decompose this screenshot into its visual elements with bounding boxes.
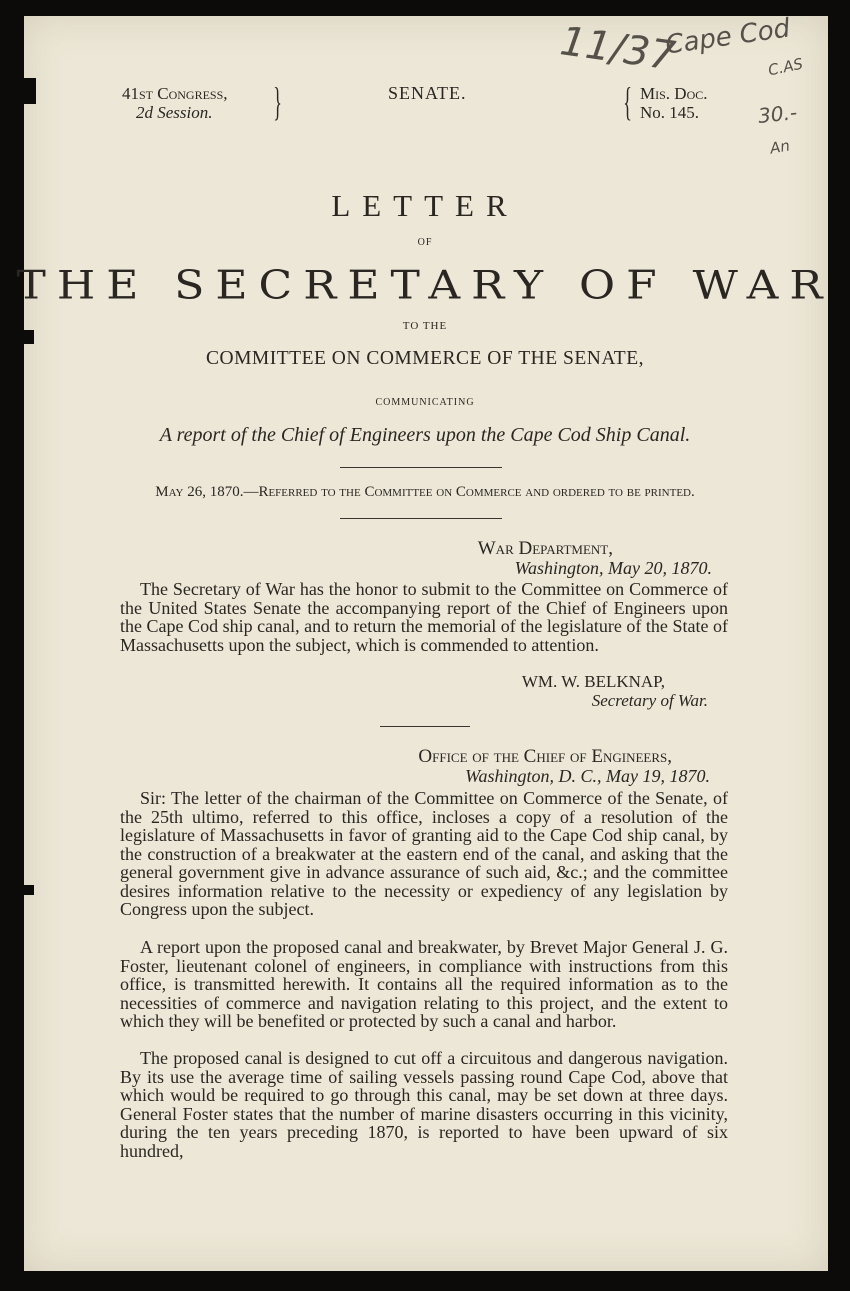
title-report: A report of the Chief of Engineers upon the Cape Cod Ship Canal.: [159, 424, 691, 446]
divider: [380, 726, 470, 727]
title-letter: LETTER: [331, 188, 519, 223]
congress-label: 41st Congress,: [122, 84, 228, 103]
brace-right: }: [273, 79, 282, 124]
title-to-the: TO THE: [402, 320, 448, 332]
divider: [340, 467, 502, 468]
doc-type-label: Mis. Doc.: [640, 84, 708, 103]
binding-mark: [24, 78, 36, 104]
handwritten-note: An: [768, 136, 792, 158]
binding-mark: [24, 885, 34, 895]
title-of: OF: [417, 237, 433, 248]
handwritten-number: 11/37: [557, 18, 678, 80]
divider: [340, 518, 502, 519]
chief-engineers-heading: Office of the Chief of Engineers,: [418, 746, 672, 767]
letter1-dateline: Washington, May 20, 1870.: [514, 558, 712, 578]
letter2-paragraph-2: A report upon the proposed canal and breakwater, by Brevet Major General J. G. Foster, lieutenant colonel of engineers, in compliance with instructions from this office, is transmitted herewith. It contains all the required information as to the necessities of commerce and navigation relating to this project, and the extent to which they will be benefited or protected by such a canal and harbor.: [120, 937, 728, 1031]
title-communicating: COMMUNICATING: [375, 397, 475, 408]
letter2-paragraph-3: The proposed canal is designed to cut off a circuitous and dangerous navigation. By its use the average time of sailing vessels passing round Cape Cod, above that which would be required to go through this canal, may be set down at three days. General Foster states that the number of marine disasters occurring in this vicinity, during the ten years preceding 1870, is reported to have been upward of six hundred,: [120, 1048, 728, 1161]
header-doc: [640, 84, 707, 122]
title-committee: COMMITTEE ON COMMERCE OF THE SENATE,: [206, 348, 644, 369]
war-department-heading: War Department,: [477, 538, 613, 559]
letter2-dateline: Washington, D. C., May 19, 1870.: [465, 766, 710, 786]
letter2-paragraph-1: Sir: The letter of the chairman of the Committee on Commerce of the Senate, of the 25th ultimo, referred to this office, incloses a copy of a resolution of the legislature of Massachusetts in favor of granting aid to the Cape Cod ship canal, by the construction of a breakwater at the eastern end of the canal, and asking that the general government give in advance assurance of such aid, &c.; and the committee desires information relative to the necessity or expediency of any legislation by Congress upon the subject.: [120, 788, 728, 919]
brace-left: {: [623, 79, 632, 124]
handwritten-price: 30.-: [756, 100, 799, 128]
header-congress: [122, 84, 228, 122]
chamber-label: SENATE.: [388, 83, 467, 103]
referral-line: [0, 484, 850, 501]
session-label: 2d Session.: [136, 103, 213, 122]
handwritten-subject: Cape Cod: [663, 13, 792, 61]
signer-name: WM. W. BELKNAP,: [521, 672, 665, 691]
signer-title: Secretary of War.: [591, 691, 708, 710]
binding-mark: [24, 330, 34, 344]
letter1-body: The Secretary of War has the honor to submit to the Committee on Commerce of the United States Senate the accompanying report of the Chief of Engineers upon the Cape Cod ship canal, and to return the memorial of the legislature of the State of Massachusetts upon the subject, which is commended to attention.: [120, 579, 728, 655]
title-secretary: THE SECRETARY OF WAR: [16, 262, 834, 309]
doc-number-label: No. 145.: [640, 103, 700, 122]
handwritten-initials: C.AS: [766, 54, 805, 80]
referral-text: May 26, 1870.—Referred to the Committee on Commerce and ordered to be printed.: [155, 484, 695, 500]
